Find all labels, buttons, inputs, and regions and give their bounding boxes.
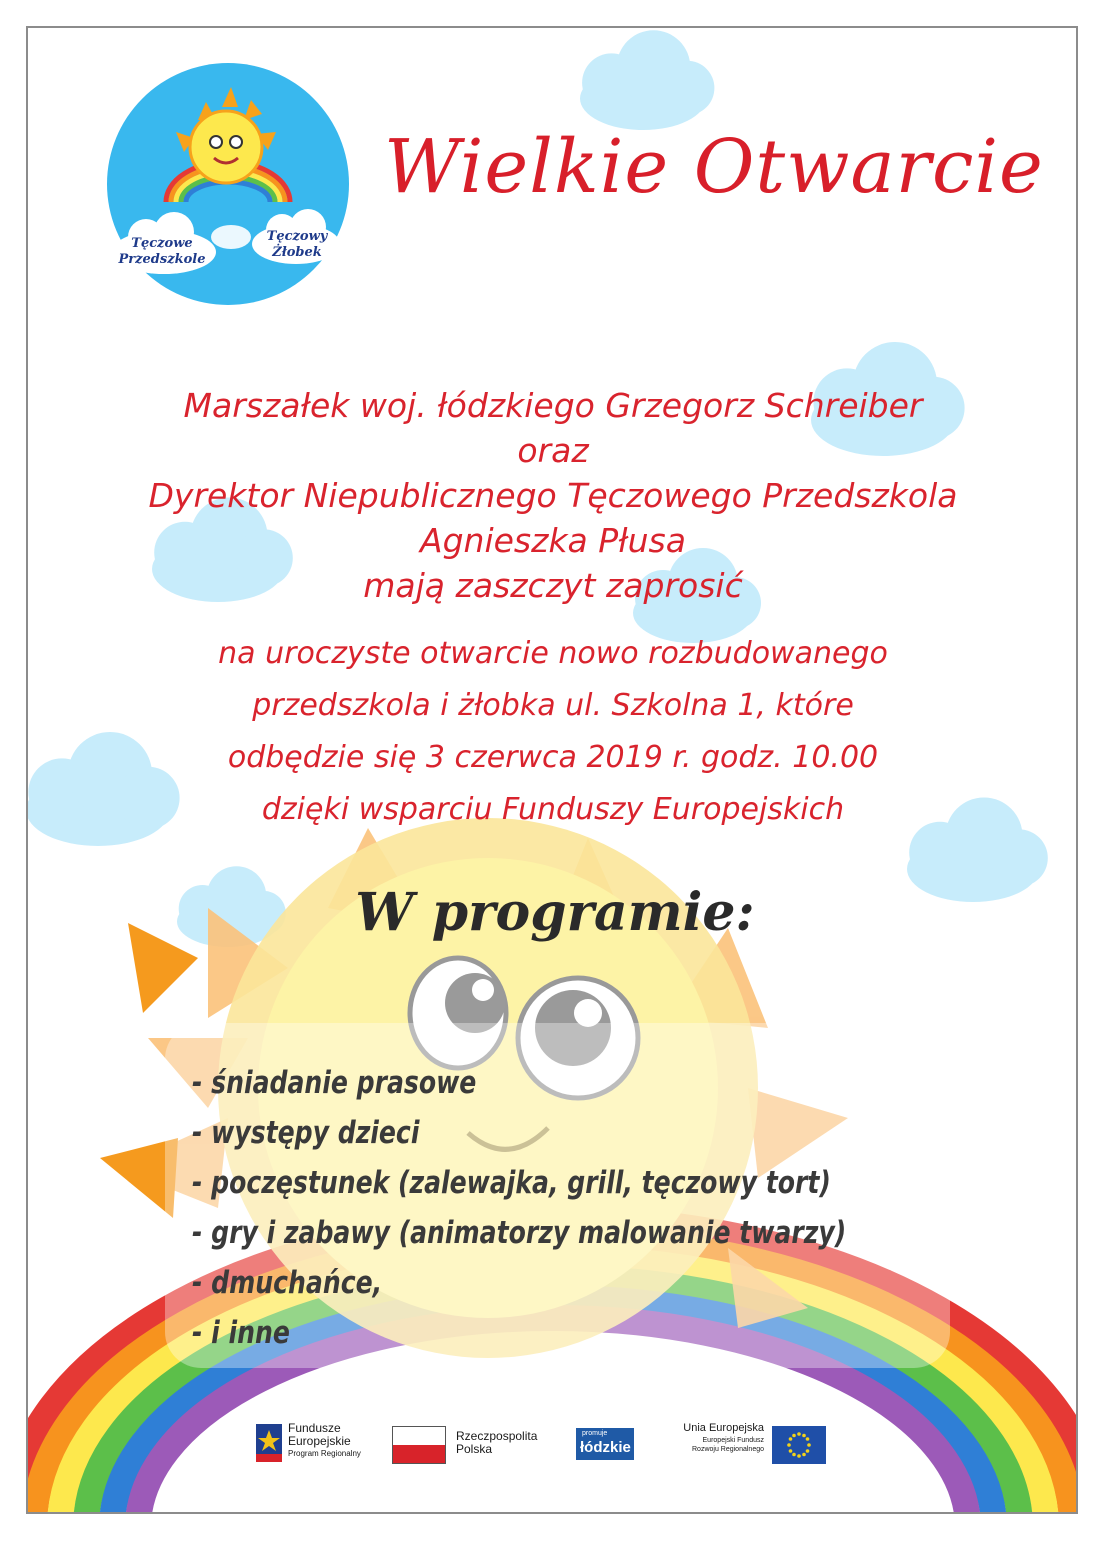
- rp-line1: Rzeczpospolita: [456, 1429, 538, 1443]
- invitation-hosts: [28, 383, 1078, 608]
- polish-flag-logo: [392, 1426, 446, 1464]
- fe-line3: Program Regionalny: [288, 1449, 361, 1458]
- program-list: [192, 1058, 919, 1358]
- program-item: - gry i zabawy (animatorzy malowanie twarzy): [192, 1215, 847, 1251]
- kindergarten-logo: [106, 62, 350, 306]
- logo-label-przedszkole: Tęczowe Przedszkole: [118, 236, 206, 267]
- lodz-big: łódzkie: [580, 1439, 631, 1456]
- poster-frame: [26, 26, 1078, 1514]
- details-line: na uroczyste otwarcie nowo rozbudowanego: [218, 636, 888, 671]
- invitation-details: [28, 628, 1078, 836]
- details-line: odbędzie się 3 czerwca 2019 r. godz. 10.00: [227, 740, 879, 775]
- program-item: - poczęstunek (zalewajka, grill, tęczowy tort): [192, 1165, 831, 1201]
- program-item: - i inne: [192, 1315, 290, 1351]
- lodz-small: promuje: [582, 1430, 608, 1437]
- sponsor-logos: [256, 1418, 856, 1478]
- fe-line2: Europejskie: [288, 1434, 351, 1448]
- fe-line1: Fundusze: [288, 1421, 341, 1435]
- eu-line3: Rozwoju Regionalnego: [692, 1446, 764, 1453]
- eu-flag-logo: [772, 1426, 826, 1464]
- cloud-top-right: [580, 30, 714, 130]
- lodzkie-logo: [576, 1428, 634, 1460]
- invitation-line: Marszałek woj. łódzkiego Grzegorz Schreiber: [183, 386, 923, 425]
- eu-line1: Unia Europejska: [683, 1422, 764, 1434]
- details-line: dzięki wsparciu Funduszy Europejskich: [261, 792, 845, 827]
- program-item: - dmuchańce,: [192, 1265, 383, 1301]
- invitation-line: mają zaszczyt zaprosić: [363, 566, 743, 605]
- invitation-line: Dyrektor Niepublicznego Tęczowego Przedszkola: [148, 476, 958, 515]
- eu-line2: Europejski Fundusz: [702, 1437, 764, 1444]
- program-heading: W programie:: [355, 882, 755, 943]
- logo-artwork: [106, 62, 350, 306]
- invitation-line: Agnieszka Płusa: [420, 521, 686, 560]
- page-title: Wielkie Otwarcie: [384, 124, 1044, 210]
- invitation-line: oraz: [517, 431, 589, 470]
- details-line: przedszkola i żłobka ul. Szkolna 1, które: [252, 688, 854, 723]
- program-item: - występy dzieci: [192, 1115, 420, 1151]
- rp-line2: Polska: [456, 1442, 493, 1456]
- fundusze-europejskie-logo: [256, 1424, 282, 1462]
- program-item: - śniadanie prasowe: [192, 1065, 477, 1101]
- logo-label-zlobek: Tęczowy Żłobek: [266, 229, 328, 260]
